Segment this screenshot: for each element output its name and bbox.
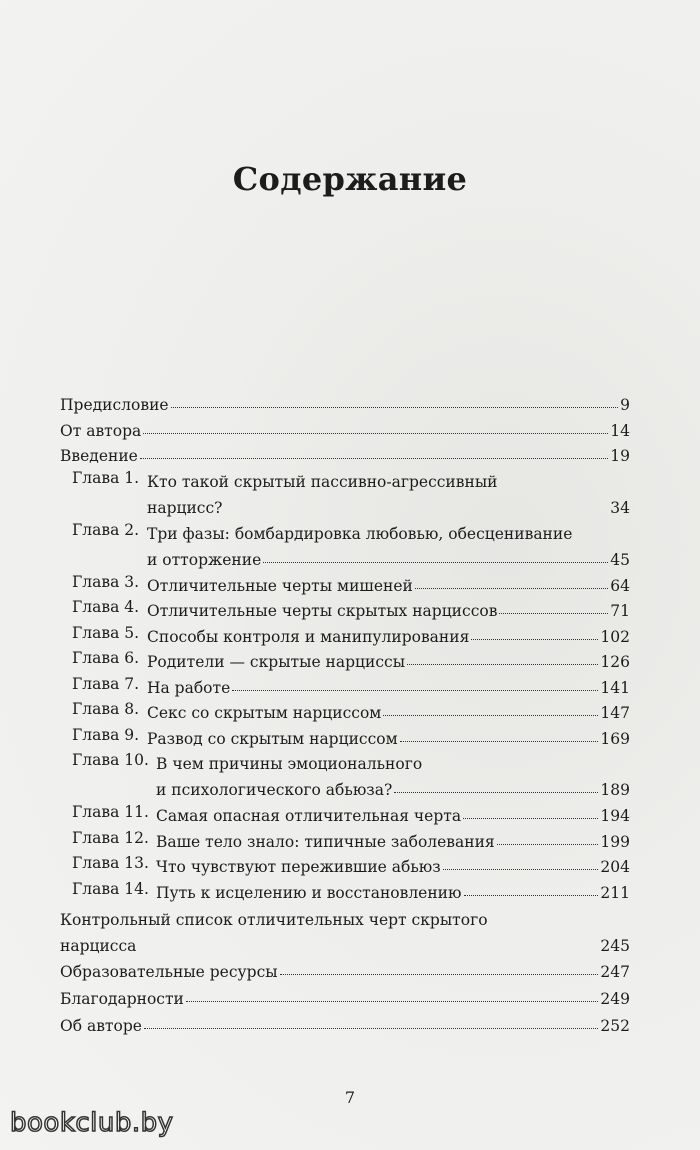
chapter-label: Глава 3. [72,572,140,591]
toc-entry-text-cont: нарцисса [60,937,137,955]
chapter-title: Отличительные черты мишеней [147,576,413,595]
chapter-title: Способы контроля и манипулирования [147,627,470,646]
toc-chapter-13 [60,850,630,876]
chapter-label: Глава 1. [72,468,140,487]
toc-entry-about [60,1009,630,1036]
toc-chapter-7 [60,671,630,697]
toc-chapter-6 [60,645,630,671]
toc-page-number: 34 [610,498,630,517]
chapter-title: Секс со скрытым нарциссом [147,704,382,722]
chapter-title: На работе [147,678,231,697]
chapter-title: Путь к исцелению и восстановлению [156,883,462,902]
table-of-contents [60,388,630,1036]
toc-page-number: 194 [600,807,630,825]
chapter-label: Глава 4. [72,598,140,616]
chapter-title: Кто такой скрытый пассивно-агрессивный [147,472,498,491]
chapter-title: Самая опасная отличительная черта [156,807,462,825]
toc-entry-resources [60,955,630,982]
toc-entry-intro [60,439,630,465]
toc-page-number: 9 [620,396,630,414]
toc-page-number: 199 [600,832,630,851]
toc-page-number: 102 [600,627,630,646]
toc-chapter-8 [60,696,630,722]
toc-entry-text: Контрольный список отличительных черт скрытого [60,911,488,929]
dot-leader [499,613,608,614]
toc-page-number: 245 [600,937,630,955]
chapter-label: Глава 13. [72,854,149,872]
chapter-title: Три фазы: бомбардировка любовью, обесценивание [147,524,573,543]
toc-page-number: 189 [600,781,630,799]
toc-page-number: 211 [600,883,630,902]
dot-leader [143,433,608,434]
toc-chapter-5 [60,620,630,646]
toc-entry-thanks [60,982,630,1009]
chapter-title: Что чувствуют пережившие абьюз [156,858,441,876]
toc-page-number: 141 [600,678,630,697]
dot-leader [224,510,608,511]
toc-chapter-2 [60,517,630,569]
page-number: 7 [344,1088,356,1107]
dot-leader [443,869,599,870]
toc-page-number: 249 [600,990,630,1008]
toc-page-number: 19 [610,447,630,465]
chapter-label: Глава 14. [72,879,149,898]
toc-page-number: 64 [610,576,630,595]
chapter-label: Глава 2. [72,520,140,539]
chapter-label: Глава 7. [72,674,140,693]
toc-entry-text: Предисловие [60,396,169,414]
chapter-label: Глава 5. [72,623,140,642]
chapter-title: Родители — скрытые нарциссы [147,653,406,671]
toc-entry-text: Об авторе [60,1017,142,1035]
dot-leader [415,588,608,589]
dot-leader [383,715,598,716]
toc-page-number: 169 [600,729,630,748]
toc-chapter-3 [60,569,630,595]
dot-leader [263,562,608,563]
dot-leader [497,844,599,845]
toc-chapter-1 [60,465,630,517]
chapter-label: Глава 8. [72,700,140,718]
toc-chapter-10 [60,747,630,799]
chapter-title: Отличительные черты скрытых нарциссов [147,602,498,620]
toc-entry-checklist [60,903,630,955]
dot-leader [280,974,599,975]
page-title: Содержание [232,160,468,198]
chapter-label: Глава 9. [72,725,140,744]
toc-entry-preface [60,388,630,414]
toc-page-number: 252 [600,1017,630,1035]
toc-chapter-14 [60,876,630,902]
dot-leader [463,818,598,819]
toc-page-number: 204 [600,858,630,876]
watermark: bookclub.by [10,1108,174,1138]
chapter-title-cont: нарцисс? [147,498,223,517]
toc-chapter-12 [60,825,630,851]
dot-leader [138,948,598,949]
dot-leader [407,664,598,665]
toc-chapter-4 [60,594,630,620]
dot-leader [464,895,599,896]
toc-entry-text: Благодарности [60,990,184,1008]
toc-page-number: 147 [600,704,630,722]
toc-chapter-9 [60,722,630,748]
chapter-label: Глава 10. [72,751,149,769]
toc-page-number: 71 [610,602,630,620]
dot-leader [471,639,598,640]
dot-leader [394,792,598,793]
chapter-title-cont: и психологического абьюза? [156,781,393,799]
toc-entry-text: От автора [60,421,142,440]
dot-leader [171,407,619,408]
chapter-title: В чем причины эмоционального [156,755,423,773]
chapter-title: Ваше тело знало: типичные заболевания [156,832,495,851]
toc-page-number: 14 [610,421,630,440]
chapter-title: Развод со скрытым нарциссом [147,729,398,748]
chapter-label: Глава 11. [72,803,149,821]
chapter-label: Глава 6. [72,649,140,667]
dot-leader [232,690,598,691]
chapter-title-cont: и отторжение [147,550,262,569]
toc-page-number: 126 [600,653,630,671]
dot-leader [400,741,599,742]
chapter-label: Глава 12. [72,828,149,847]
toc-chapter-11 [60,799,630,825]
toc-page-number: 45 [610,550,630,569]
toc-entry-text: Введение [60,447,138,465]
dot-leader [144,1028,598,1029]
toc-entry-from-author [60,414,630,440]
dot-leader [186,1001,599,1002]
toc-page-number: 247 [600,963,630,981]
toc-entry-text: Образовательные ресурсы [60,963,278,981]
dot-leader [140,458,608,459]
